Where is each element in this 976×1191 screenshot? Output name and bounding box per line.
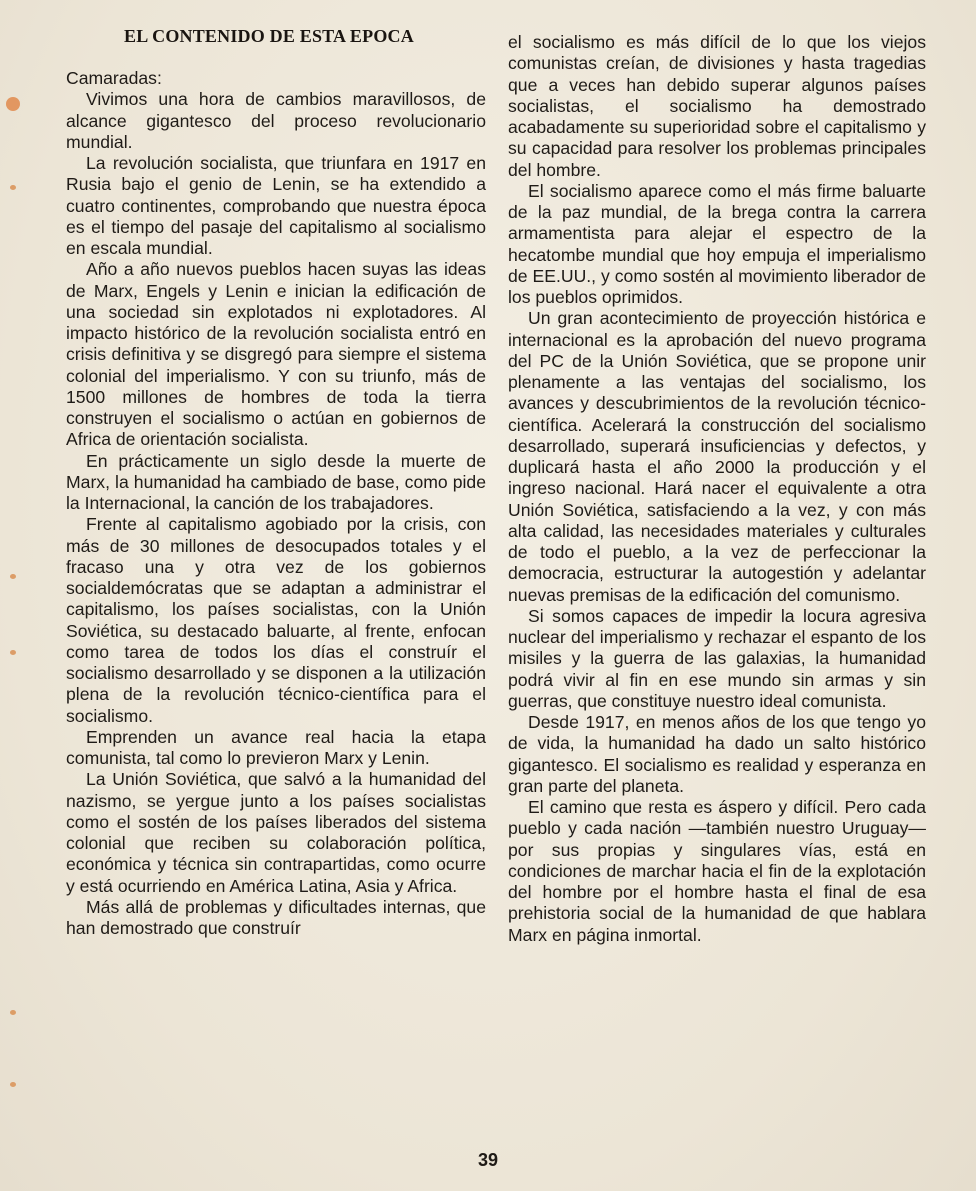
paragraph: Frente al capitalismo agobiado por la crisis, con más de 30 millones de desocupados totales y el fracaso una y otra vez de los gobiernos socialdemócratas que se adaptan a administrar el capitalismo, los países socialistas, con la Unión Soviética, su destacado baluarte, al frente, enfocan como tarea de todos los días el construír el socialismo desarrollado y se disponen a la utilización plena de la revolución técnico-científica para el socialismo. bbox=[66, 514, 486, 726]
paper-stain bbox=[10, 1082, 16, 1087]
page-title: EL CONTENIDO DE ESTA EPOCA bbox=[124, 26, 414, 46]
left-column bbox=[66, 68, 486, 939]
paragraph: El camino que resta es áspero y difícil. Pero cada pueblo y cada nación —también nuestro Uruguay— por sus propias y singulares vías, está en condiciones de marchar hacia el fin de la explotación del hombre por el hombre hasta el final de esa prehistoria social de la humanidad de que hablara Marx en página inmortal. bbox=[508, 797, 926, 945]
paragraph: La revolución socialista, que triunfara en 1917 en Rusia bajo el genio de Lenin, se ha extendido a cuatro continentes, comprobando que nuestra época es el tiempo del pasaje del capitalismo al socialismo en escala mundial. bbox=[66, 153, 486, 258]
paragraph: Un gran acontecimiento de proyección histórica e internacional es la aprobación del nuevo programa del PC de la Unión Soviética, que se propone unir plenamente a las ventajas del socialismo, los avances y descubrimientos de la revolución técnico-científica. Acelerará la construcción del socialismo desarrollado, superará insuficiencias y defectos, y duplicará hasta el año 2000 la producción y el ingreso nacional. Hará nacer el equivalente a otra Unión Soviética, satisfaciendo a la vez, y con más alta calidad, las necesidades materiales y culturales de todo el pueblo, a la vez de perfeccionar la democracia, estructurar la autogestión y adelantar nuevas premisas de la edificación del comunismo. bbox=[508, 308, 926, 605]
paragraph: Más allá de problemas y dificultades internas, que han demostrado que construír bbox=[66, 896, 486, 938]
right-column bbox=[508, 32, 926, 946]
paragraph: Emprenden un avance real hacia la etapa comunista, tal como lo previeron Marx y Lenin. bbox=[66, 726, 486, 768]
paper-stain bbox=[10, 1010, 16, 1015]
paragraph-continuation: el socialismo es más difícil de lo que los viejos comunistas creían, de divisiones y hasta tragedias que a veces han debido superar algunos países socialistas, el socialismo ha demostrado acabadamente su superioridad sobre el capitalismo y su capacidad para resolver los problemas principales del hombre. bbox=[508, 32, 926, 180]
page-number: 39 bbox=[477, 1150, 499, 1170]
salutation: Camaradas: bbox=[66, 68, 162, 88]
paragraph: En prácticamente un siglo desde la muerte de Marx, la humanidad ha cambiado de base, como pide la Internacional, la canción de los trabajadores. bbox=[66, 450, 486, 513]
paper-stain bbox=[10, 185, 16, 190]
paragraph: Año a año nuevos pueblos hacen suyas las ideas de Marx, Engels y Lenin e inician la edificación de una sociedad sin explotados ni explotadores. Al impacto histórico de la revolución socialista entró en crisis definitiva y se disgregó para siempre el sistema colonial del imperialismo. Y con su triunfo, más de 1500 millones de hombres de toda la tierra construyen el socialismo o actúan en gobiernos de Africa de orientación socialista. bbox=[66, 259, 486, 450]
paragraph: El socialismo aparece como el más firme baluarte de la paz mundial, de la brega contra la carrera armamentista para alejar el espectro de la hecatombe mundial que hoy empuja el imperialismo de EE.UU., y como sostén al movimiento liberador de los pueblos oprimidos. bbox=[508, 180, 926, 307]
paragraph: La Unión Soviética, que salvó a la humanidad del nazismo, se yergue junto a los países socialistas como el sostén de los países liberados del sistema colonial que reciben su colaboración política, económica y técnica sin contrapartidas, como ocurre y está ocurriendo en América Latina, Asia y Africa. bbox=[66, 769, 486, 896]
paper-stain bbox=[10, 650, 16, 655]
paragraph: Si somos capaces de impedir la locura agresiva nuclear del imperialismo y rechazar el espanto de los misiles y la guerra de las galaxias, la humanidad podrá vivir al fin en ese mundo sin armas y sin guerras, que constituye nuestro ideal comunista. bbox=[508, 605, 926, 711]
paper-stain bbox=[6, 97, 20, 111]
paragraph: Vivimos una hora de cambios maravillosos, de alcance gigantesco del proceso revolucionario mundial. bbox=[66, 89, 486, 152]
paragraph: Desde 1917, en menos años de los que tengo yo de vida, la humanidad ha dado un salto histórico gigantesco. El socialismo es realidad y esperanza en gran parte del planeta. bbox=[508, 712, 926, 796]
paper-stain bbox=[10, 574, 16, 579]
